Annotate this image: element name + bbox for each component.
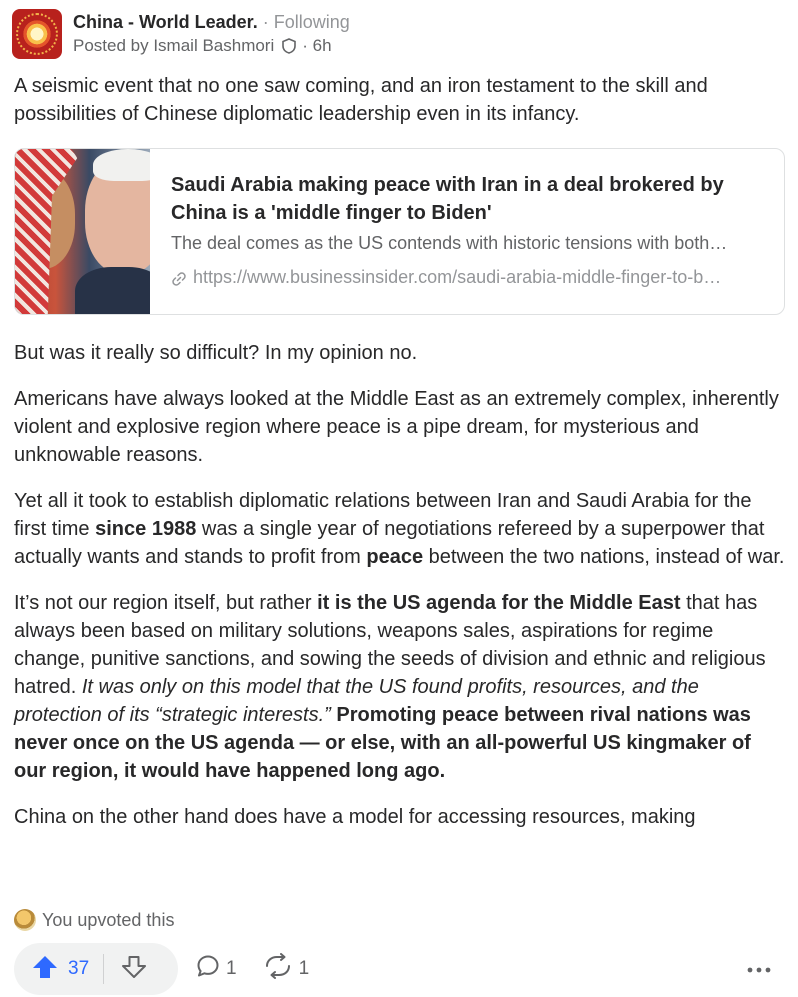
- header-text: [73, 10, 350, 58]
- downvote-button[interactable]: [104, 943, 164, 995]
- space-logo[interactable]: [12, 9, 62, 59]
- upvote-button[interactable]: [14, 943, 103, 995]
- comment-icon: [196, 954, 220, 984]
- paragraph-5: China on the other hand does have a model for accessing resources, making: [14, 806, 696, 828]
- p4-text-c: that has always been based on military solutions, weapons sales, aspirations for regime change, punitive sanctions, and sowing the seeds of division and ethnic and religious hatred.: [14, 592, 766, 698]
- p4-bold-us-agenda: it is the US agenda for the Middle East: [317, 592, 681, 614]
- p3-bold-peace: peace: [366, 546, 424, 568]
- more-dots-icon: [747, 960, 771, 978]
- upvote-note-text: You upvoted this: [42, 909, 175, 930]
- action-bar: [14, 943, 786, 995]
- p3-text-c: was a single year of negotiations refereed by a superpower that actually wants and stands to profit from: [14, 518, 765, 568]
- link-card-description: The deal comes as the US contends with historic tensions with both…: [171, 233, 728, 253]
- p4-text-a: It’s not our region itself, but rather: [14, 592, 318, 614]
- paragraph-1: But was it really so difficult? In my opinion no.: [14, 342, 418, 364]
- link-card-body: [150, 149, 784, 314]
- post-content: [14, 72, 786, 831]
- space-name-link[interactable]: China - World Leader.: [73, 12, 258, 32]
- paragraph-4: [14, 589, 786, 785]
- comment-button[interactable]: [196, 943, 237, 995]
- shield-icon: [282, 38, 296, 54]
- paragraph-2: Americans have always looked at the Middle East as an extremely complex, inherently violent and explosive region where peace is a pipe dream, for mysterious and unknowable reasons.: [14, 388, 779, 466]
- post-header: [12, 8, 350, 60]
- logo-sun: [21, 18, 53, 50]
- link-preview-card[interactable]: [14, 148, 785, 315]
- posted-by-link[interactable]: Posted by Ismail Bashmori: [73, 36, 275, 55]
- more-options-button[interactable]: [744, 954, 774, 984]
- post-time[interactable]: · 6h: [302, 36, 332, 55]
- p3-text-a: Yet all it took to establish diplomatic relations between Iran and Saudi Arabia for the first time: [14, 490, 752, 540]
- link-icon: [171, 269, 187, 285]
- thumb-suit: [75, 267, 150, 314]
- share-count: 1: [298, 958, 310, 979]
- p4-bold-promoting-peace: Promoting peace between rival nations was never once on the US agenda — or else, with an all-powerful US kingmaker of our region, it would have happened long ago.: [14, 704, 751, 782]
- upvote-arrow-icon: [32, 955, 58, 984]
- reshare-icon: [263, 953, 293, 985]
- vote-pill: [14, 943, 178, 995]
- following-button[interactable]: · Following: [262, 12, 350, 32]
- p4-italic-model: It was only on this model that the US found profits, resources, and the protection of its “strategic interests.”: [14, 676, 699, 726]
- p3-bold-since-1988: since 1988: [95, 518, 197, 540]
- p3-text-e: between the two nations, instead of war.: [423, 546, 785, 568]
- header-line-2: [73, 34, 350, 58]
- link-thumbnail: [15, 149, 150, 314]
- link-card-url[interactable]: [171, 265, 784, 289]
- share-button[interactable]: [263, 943, 310, 995]
- upvote-count: 37: [68, 958, 90, 979]
- user-avatar: [14, 909, 36, 931]
- link-card-title[interactable]: Saudi Arabia making peace with Iran in a deal brokered by China is a 'middle finger to Biden': [171, 174, 724, 224]
- intro-paragraph: A seismic event that no one saw coming, and an iron testament to the skill and possibilities of Chinese diplomatic leadership even in its infancy.: [14, 75, 708, 125]
- link-url-text: https://www.businessinsider.com/saudi-arabia-middle-finger-to-b…: [193, 267, 722, 287]
- thumb-hair: [93, 149, 150, 181]
- header-line-1: [73, 10, 350, 34]
- paragraph-3: [14, 487, 786, 571]
- downvote-arrow-icon: [121, 955, 147, 984]
- upvote-note: [14, 907, 174, 933]
- comment-count: 1: [226, 958, 237, 979]
